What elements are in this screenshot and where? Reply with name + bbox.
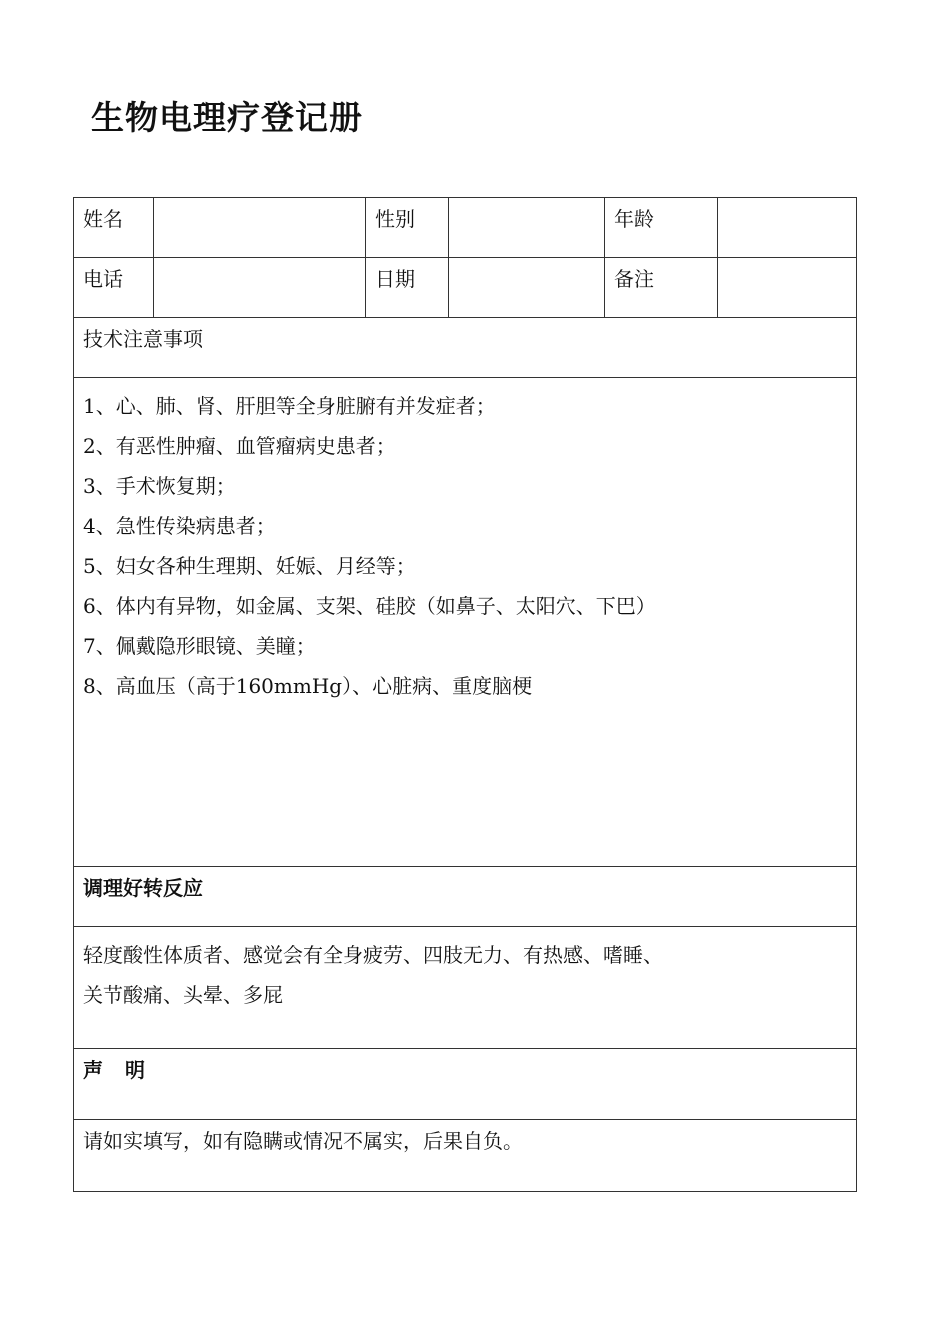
- gender-label: 性别: [366, 198, 449, 258]
- declaration-heading: 声明: [74, 1049, 857, 1120]
- phone-label: 电话: [74, 258, 154, 318]
- info-row-1: [74, 198, 857, 258]
- date-label: 日期: [366, 258, 449, 318]
- precaution-item: 2、有恶性肿瘤、血管瘤病史患者；: [83, 434, 396, 458]
- declaration-heading-row: [74, 1049, 857, 1120]
- precautions-list: [74, 378, 857, 867]
- gender-field[interactable]: [449, 198, 605, 258]
- reaction-heading: 调理好转反应: [74, 867, 857, 927]
- precautions-heading: 技术注意事项: [74, 318, 857, 378]
- precautions-list-row: [74, 378, 857, 867]
- reaction-line: 轻度酸性体质者、感觉会有全身疲劳、四肢无力、有热感、嗜睡、: [83, 943, 663, 967]
- reaction-description: [74, 927, 857, 1049]
- declaration-text: 请如实填写，如有隐瞒或情况不属实，后果自负。: [74, 1120, 857, 1192]
- precaution-item: 6、体内有异物，如金属、支架、硅胶（如鼻子、太阳穴、下巴）: [83, 594, 656, 618]
- reaction-line: 关节酸痛、头晕、多屁: [83, 983, 283, 1007]
- precaution-item: 7、佩戴隐形眼镜、美瞳；: [83, 634, 316, 658]
- reaction-body-row: [74, 927, 857, 1049]
- declaration-body-row: [74, 1120, 857, 1192]
- reaction-heading-row: [74, 867, 857, 927]
- precaution-item: 4、急性传染病患者；: [83, 514, 276, 538]
- registration-form-table: [73, 197, 857, 1192]
- precaution-item: 8、高血压（高于160mmHg）、心脏病、重度脑梗: [83, 674, 533, 698]
- precaution-item: 5、妇女各种生理期、妊娠、月经等；: [83, 554, 416, 578]
- remarks-label: 备注: [605, 258, 718, 318]
- phone-field[interactable]: [154, 258, 366, 318]
- name-label: 姓名: [74, 198, 154, 258]
- precaution-item: 1、心、肺、肾、肝胆等全身脏腑有并发症者；: [83, 394, 496, 418]
- precaution-item: 3、手术恢复期；: [83, 474, 236, 498]
- age-field[interactable]: [718, 198, 857, 258]
- info-row-2: [74, 258, 857, 318]
- page-title: 生物电理疗登记册: [91, 98, 363, 137]
- name-field[interactable]: [154, 198, 366, 258]
- date-field[interactable]: [449, 258, 605, 318]
- remarks-field[interactable]: [718, 258, 857, 318]
- age-label: 年龄: [605, 198, 718, 258]
- precautions-heading-row: [74, 318, 857, 378]
